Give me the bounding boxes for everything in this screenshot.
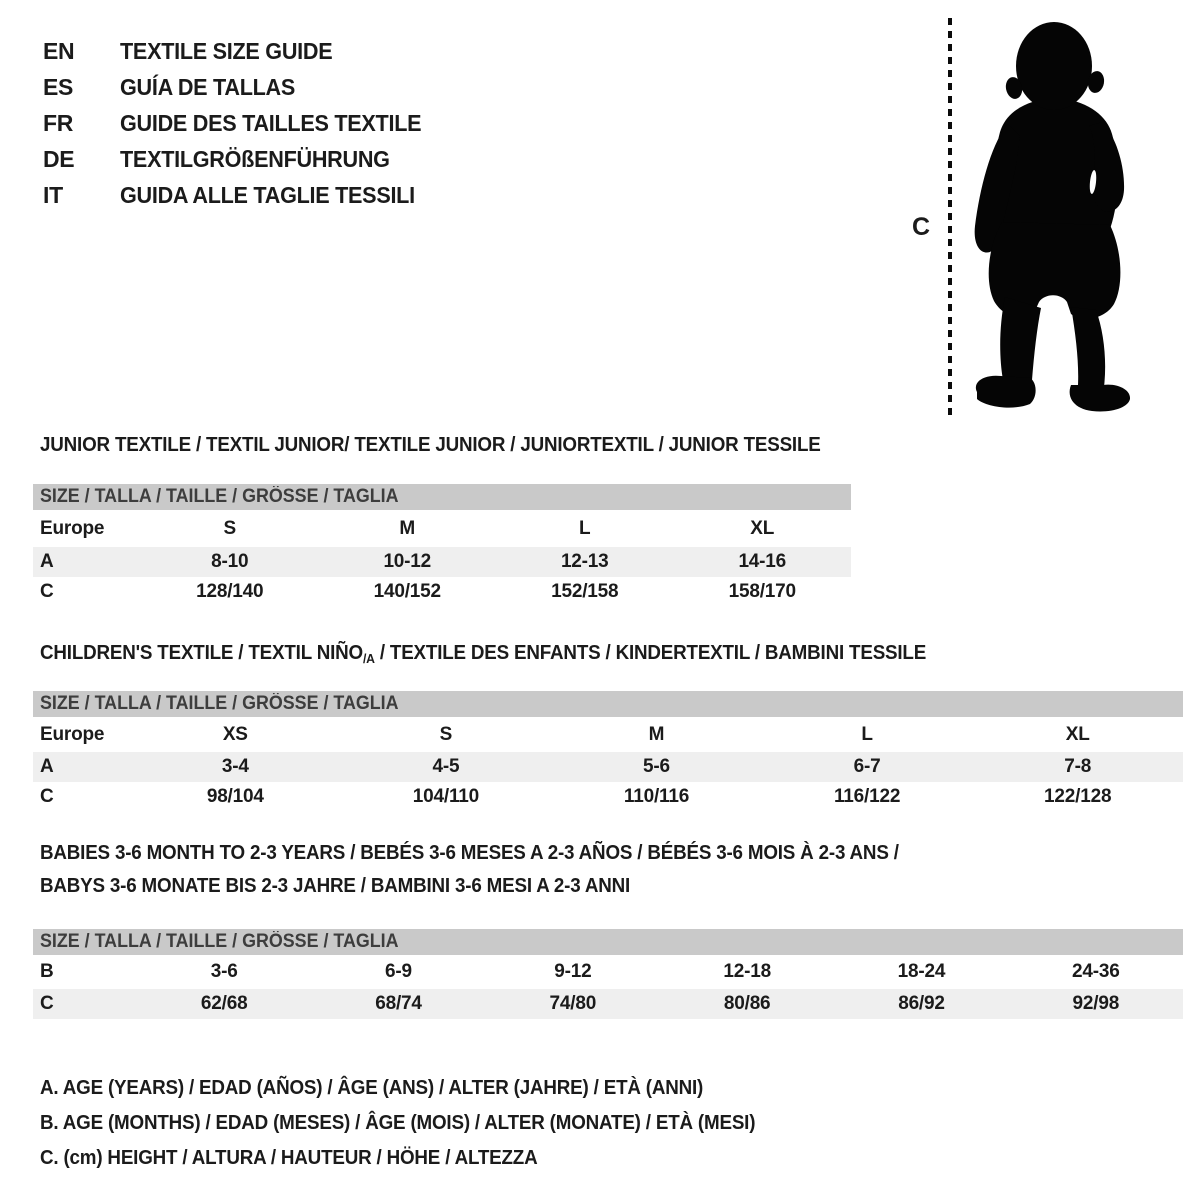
- value-cell: 68/74: [375, 993, 422, 1014]
- value-cell: 122/128: [1044, 786, 1112, 807]
- toddler-silhouette-icon: [962, 14, 1144, 422]
- region-label: Europe: [40, 518, 105, 539]
- children-title-part1: CHILDREN'S TEXTILE / TEXTIL NIÑO: [40, 642, 363, 664]
- region-label: Europe: [40, 724, 105, 745]
- junior-row-age: [33, 547, 851, 577]
- value-cell: 80/86: [723, 993, 771, 1014]
- value-cell: 9-12: [554, 961, 592, 982]
- children-row-age: [33, 752, 1183, 782]
- lang-title: GUÍA DE TALLAS: [120, 74, 296, 100]
- size-col-s: S: [223, 518, 236, 539]
- legend-text-c: C. (cm) HEIGHT / ALTURA / HAUTEUR / HÖHE / ALTEZZA: [40, 1147, 538, 1169]
- row-label: B: [40, 961, 54, 982]
- value-cell: 92/98: [1072, 993, 1120, 1014]
- lang-row-es: [43, 69, 441, 105]
- babies-size-table: [33, 929, 1183, 1019]
- value-cell: 86/92: [898, 993, 945, 1014]
- size-col-l: L: [579, 518, 591, 539]
- babies-section-title: [40, 837, 954, 903]
- value-cell: 158/170: [728, 581, 796, 602]
- lang-code: IT: [43, 182, 63, 208]
- children-title-subscript: /A: [362, 651, 375, 666]
- value-cell: 3-6: [210, 961, 238, 982]
- legend-line-b: [40, 1106, 801, 1141]
- lang-row-de: [43, 141, 441, 177]
- language-title-list: [43, 33, 441, 213]
- lang-code: FR: [43, 110, 74, 136]
- row-label: C: [40, 786, 54, 807]
- value-cell: 98/104: [206, 786, 264, 807]
- value-cell: 152/158: [551, 581, 619, 602]
- value-cell: 8-10: [211, 551, 249, 572]
- size-bar-label: SIZE / TALLA / TAILLE / GRÖSSE / TAGLIA: [40, 693, 399, 714]
- size-col-xl: XL: [750, 518, 775, 539]
- value-cell: 3-4: [221, 756, 249, 777]
- junior-section-title-text: JUNIOR TEXTILE / TEXTIL JUNIOR/ TEXTILE JUNIOR / JUNIORTEXTIL / JUNIOR TESSILE: [40, 434, 821, 456]
- value-cell: 140/152: [373, 581, 441, 602]
- lang-title: TEXTILE SIZE GUIDE: [120, 38, 333, 64]
- height-measure-label: C: [912, 213, 931, 241]
- legend-text-b: B. AGE (MONTHS) / EDAD (MESES) / ÂGE (MOIS) / ALTER (MONATE) / ETÀ (MESI): [40, 1112, 756, 1134]
- babies-title-line2: BABYS 3-6 MONATE BIS 2-3 JAHRE / BAMBINI 3-6 MESI A 2-3 ANNI: [40, 875, 631, 897]
- value-cell: 74/80: [549, 993, 597, 1014]
- babies-row-height: [33, 989, 1183, 1019]
- babies-title-line1: BABIES 3-6 MONTH TO 2-3 YEARS / BEBÉS 3-6 MESES A 2-3 AÑOS / BÉBÉS 3-6 MOIS À 2-3 ANS /: [40, 842, 899, 864]
- value-cell: 110/116: [623, 786, 690, 807]
- row-label: A: [40, 756, 54, 777]
- measure-legend: [40, 1071, 801, 1176]
- lang-row-it: [43, 177, 441, 213]
- value-cell: 6-7: [853, 756, 881, 777]
- value-cell: 104/110: [412, 786, 479, 807]
- size-col-m: M: [399, 518, 416, 539]
- value-cell: 128/140: [196, 581, 264, 602]
- height-dashed-line: [948, 18, 952, 416]
- size-col-xs: XS: [222, 724, 248, 745]
- babies-title-line2-wrap: [40, 870, 954, 903]
- children-section-title-text: [40, 642, 926, 666]
- children-header-row: [33, 717, 1183, 752]
- value-cell: 5-6: [643, 756, 670, 777]
- value-cell: 18-24: [897, 961, 946, 982]
- size-col-xl: XL: [1065, 724, 1090, 745]
- lang-code: DE: [43, 146, 75, 172]
- value-cell: 62/68: [200, 993, 248, 1014]
- lang-row-en: [43, 33, 441, 69]
- size-bar-label: SIZE / TALLA / TAILLE / GRÖSSE / TAGLIA: [40, 486, 399, 507]
- babies-row-months: [33, 955, 1183, 989]
- value-cell: 10-12: [383, 551, 432, 572]
- junior-section-title: [40, 434, 870, 457]
- lang-code: EN: [43, 38, 75, 64]
- value-cell: 12-13: [560, 551, 609, 572]
- row-label: C: [40, 993, 54, 1014]
- legend-line-c: [40, 1141, 801, 1176]
- lang-row-fr: [43, 105, 441, 141]
- value-cell: 116/122: [833, 786, 901, 807]
- row-label: C: [40, 581, 54, 602]
- junior-size-table: [33, 484, 851, 607]
- children-title-part2: / TEXTILE DES ENFANTS / KINDERTEXTIL / BAMBINI TESSILE: [374, 642, 927, 664]
- value-cell: 4-5: [432, 756, 460, 777]
- legend-text-a: A. AGE (YEARS) / EDAD (AÑOS) / ÂGE (ANS) / ALTER (JAHRE) / ETÀ (ANNI): [40, 1077, 704, 1099]
- junior-row-height: [33, 577, 851, 607]
- size-header-bar: [33, 929, 1183, 955]
- lang-title: TEXTILGRÖßENFÜHRUNG: [120, 146, 390, 172]
- legend-line-a: [40, 1071, 801, 1106]
- children-size-table: [33, 691, 1183, 812]
- lang-title: GUIDE DES TAILLES TEXTILE: [120, 110, 422, 136]
- value-cell: 6-9: [385, 961, 412, 982]
- row-label: A: [40, 551, 54, 572]
- babies-title-line1-wrap: [40, 837, 954, 870]
- value-cell: 14-16: [738, 551, 787, 572]
- value-cell: 12-18: [723, 961, 771, 982]
- value-cell: 24-36: [1072, 961, 1120, 982]
- children-row-height: [33, 782, 1183, 812]
- junior-header-row: [33, 510, 851, 547]
- size-bar-label: SIZE / TALLA / TAILLE / GRÖSSE / TAGLIA: [40, 931, 399, 952]
- size-header-bar: [33, 484, 851, 510]
- lang-code: ES: [43, 74, 74, 100]
- size-header-bar: [33, 691, 1183, 717]
- size-col-m: M: [648, 724, 665, 745]
- size-col-s: S: [439, 724, 453, 745]
- children-section-title: [40, 642, 983, 666]
- lang-title: GUIDA ALLE TAGLIE TESSILI: [120, 182, 415, 208]
- size-col-l: L: [861, 724, 873, 745]
- value-cell: 7-8: [1064, 756, 1092, 777]
